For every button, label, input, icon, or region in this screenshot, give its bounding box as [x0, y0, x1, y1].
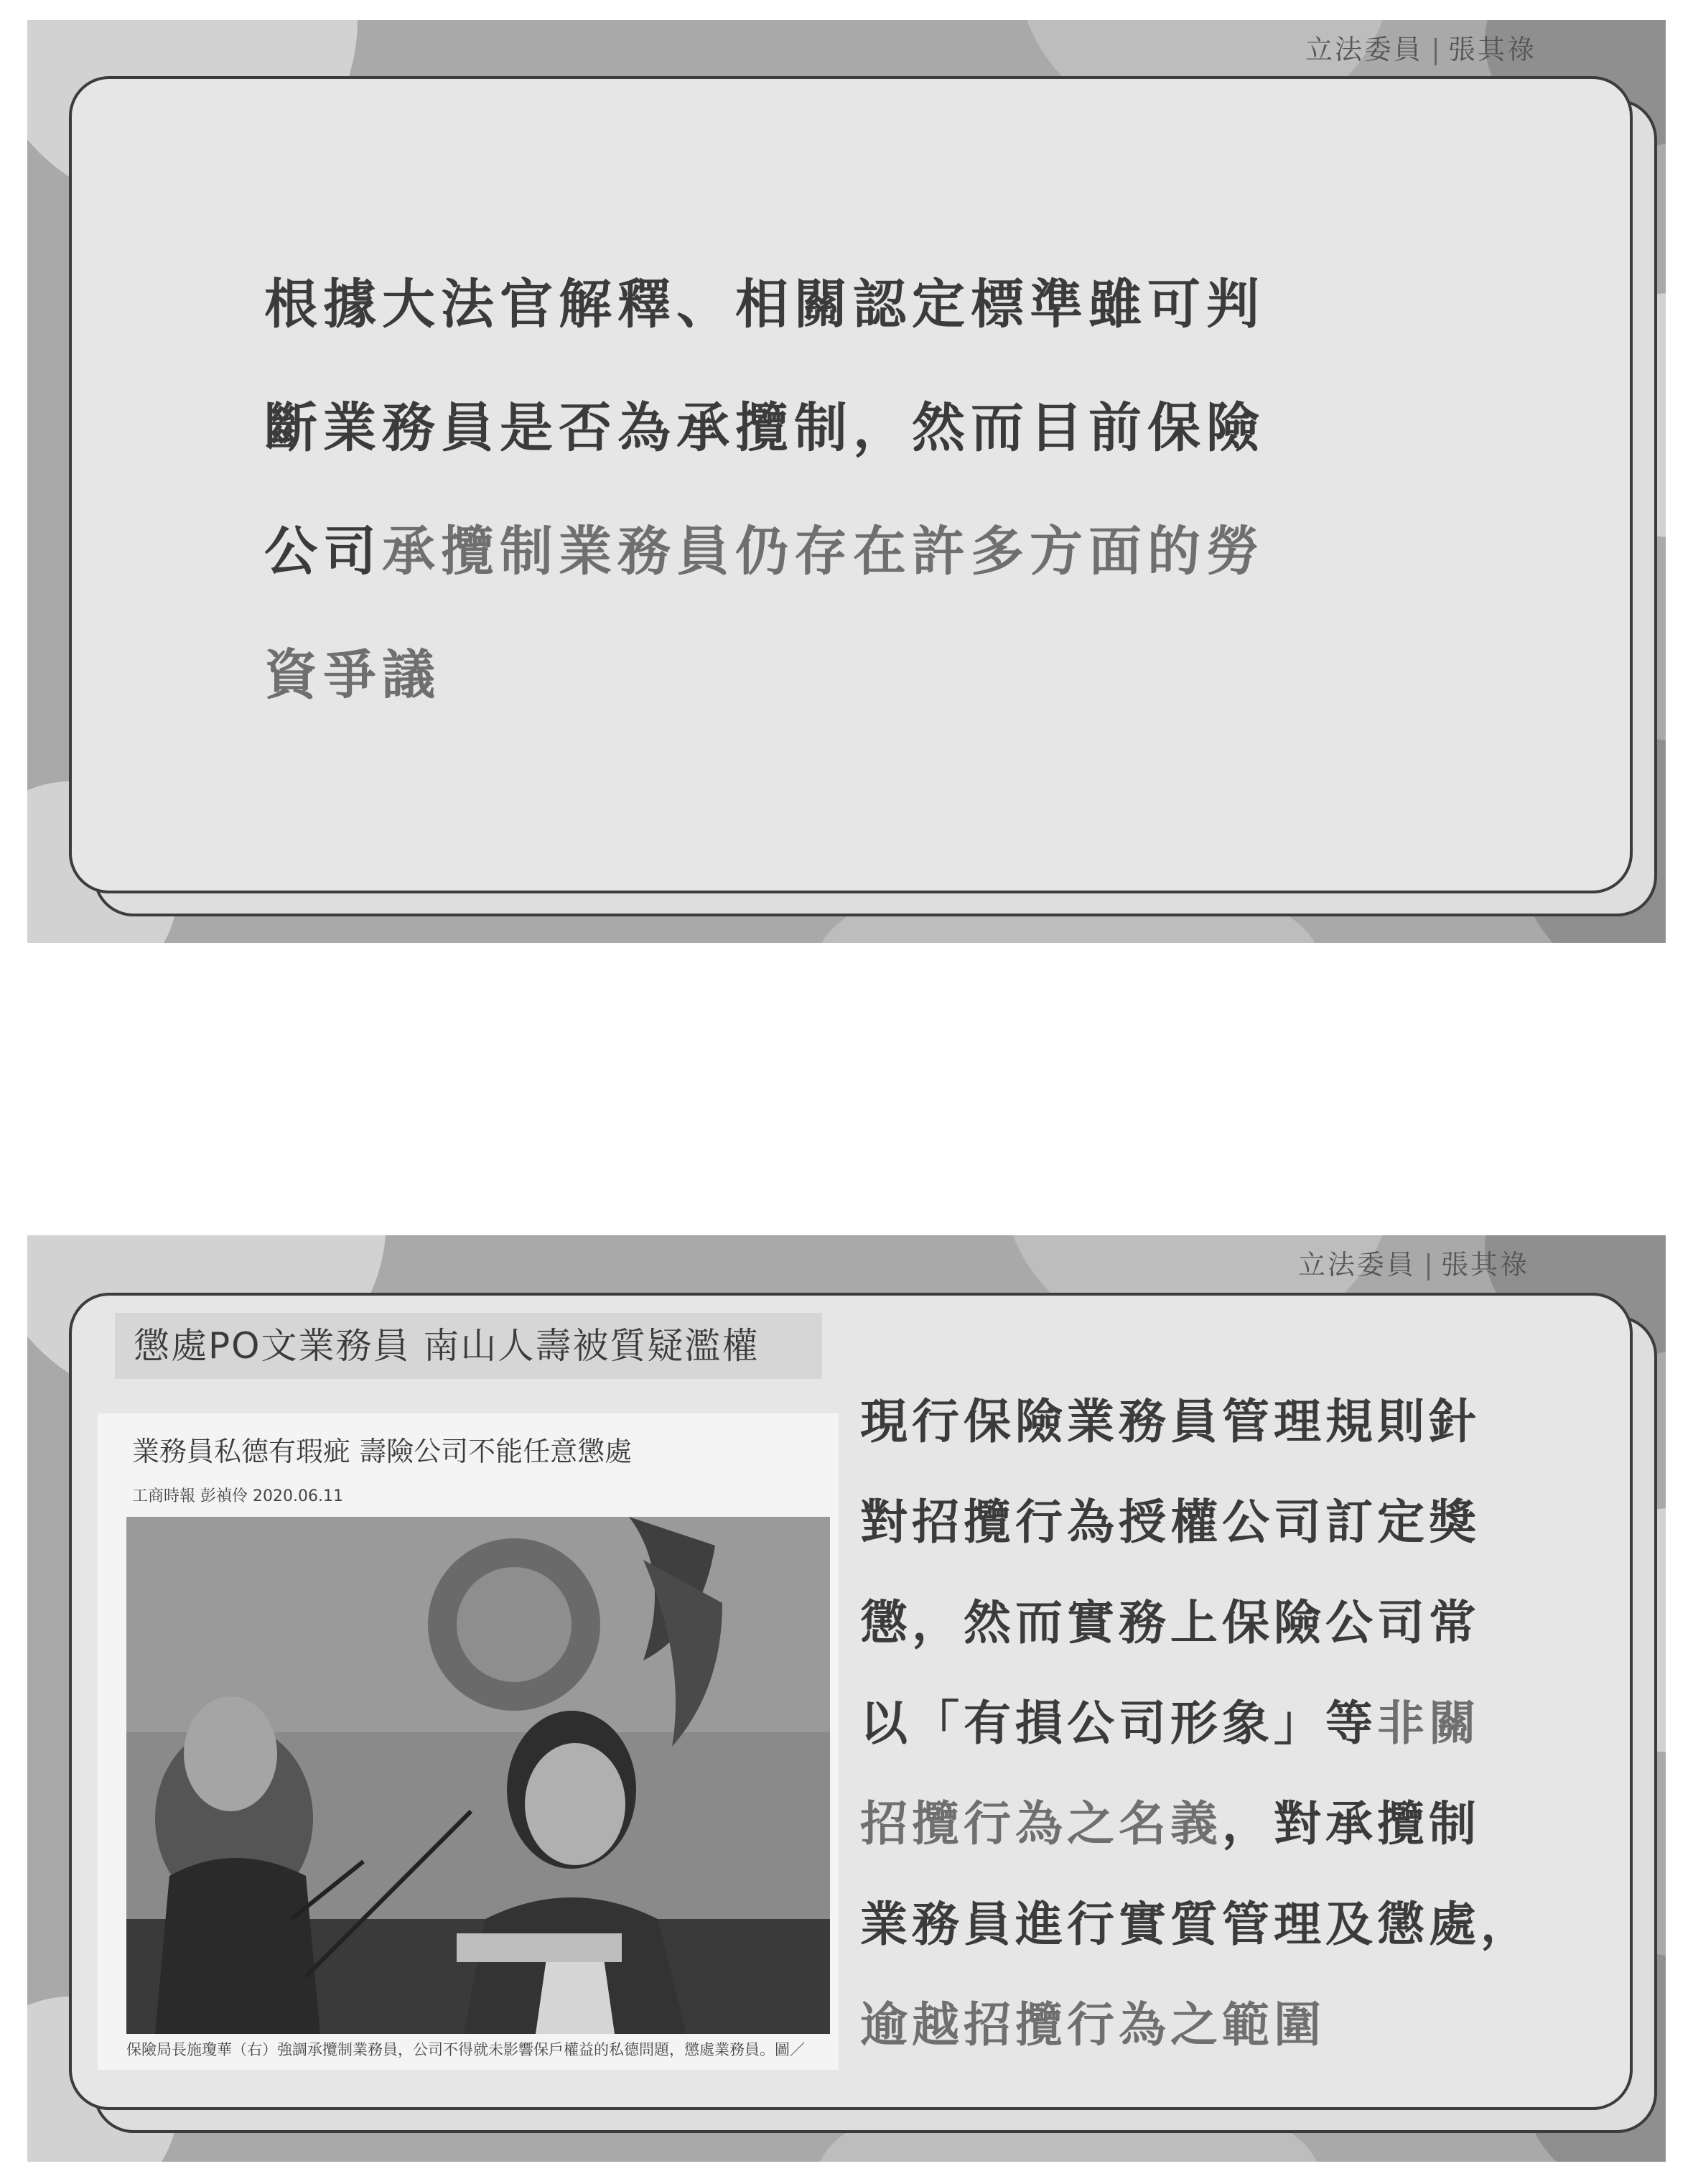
text-span: 對招攬行為授權公司訂定獎	[860, 1495, 1480, 1550]
text-line	[264, 366, 1265, 490]
photo-illustration	[126, 1517, 830, 2034]
legislator-tag	[1298, 1242, 1529, 1282]
text-line	[860, 1372, 1532, 1472]
news-clipping	[98, 1413, 839, 2070]
slide-1-body	[264, 243, 1265, 737]
text-span: 斷業務員是否為承攬制，然而目前保險	[264, 397, 1265, 459]
legislator-name: 張其祿	[1441, 1249, 1530, 1281]
text-line	[264, 490, 1265, 613]
text-span: 根據大法官解釋、相關認定標準雖可判	[264, 274, 1265, 335]
text-line	[860, 1874, 1532, 1975]
text-span: 公司	[264, 521, 382, 582]
text-line	[860, 1975, 1532, 2076]
text-line	[860, 1673, 1532, 1774]
highlight-span: 承攬制業務員仍存在許多方面的勞	[382, 521, 1265, 582]
legislator-title: 立法委員	[1298, 1249, 1417, 1281]
text-span: 業務員進行實質管理及懲處，	[860, 1897, 1532, 1952]
text-line	[860, 1573, 1532, 1673]
news-photo	[126, 1517, 830, 2034]
legislator-name: 張其祿	[1448, 34, 1537, 65]
legislator-title: 立法委員	[1305, 34, 1424, 65]
slide-2-body	[860, 1372, 1532, 2076]
highlight-span: 逾越招攬行為之範圍	[860, 1997, 1325, 2053]
slide-2	[27, 1235, 1666, 2162]
news-subtitle: 業務員私德有瑕疵 壽險公司不能任意懲處	[132, 1436, 633, 1467]
legislator-tag	[1305, 27, 1536, 67]
slide-1	[27, 20, 1666, 943]
highlight-span: 資爭議	[264, 644, 441, 706]
photo-caption: 保險局長施瓊華（右）強調承攬制業務員，公司不得就未影響保戶權益的私德問題，懲處業務員。圖／	[126, 2041, 805, 2058]
news-headline: 懲處PO文業務員 南山人壽被質疑濫權	[115, 1313, 822, 1379]
text-line	[860, 1472, 1532, 1573]
text-span: 現行保險業務員管理規則針	[860, 1394, 1480, 1449]
text-span: 以「有損公司形象」等	[860, 1696, 1377, 1751]
text-line	[860, 1774, 1532, 1874]
divider	[1435, 38, 1437, 65]
text-line	[264, 613, 1265, 737]
news-meta: 工商時報 彭禎伶 2020.06.11	[132, 1487, 343, 1505]
highlight-span: 招攬行為之名義	[860, 1796, 1222, 1851]
text-span: ，對承攬制	[1222, 1796, 1480, 1851]
text-line	[264, 243, 1265, 366]
text-span: 懲，然而實務上保險公司常	[860, 1595, 1480, 1650]
divider	[1427, 1253, 1430, 1281]
highlight-span: 非關	[1377, 1696, 1480, 1751]
